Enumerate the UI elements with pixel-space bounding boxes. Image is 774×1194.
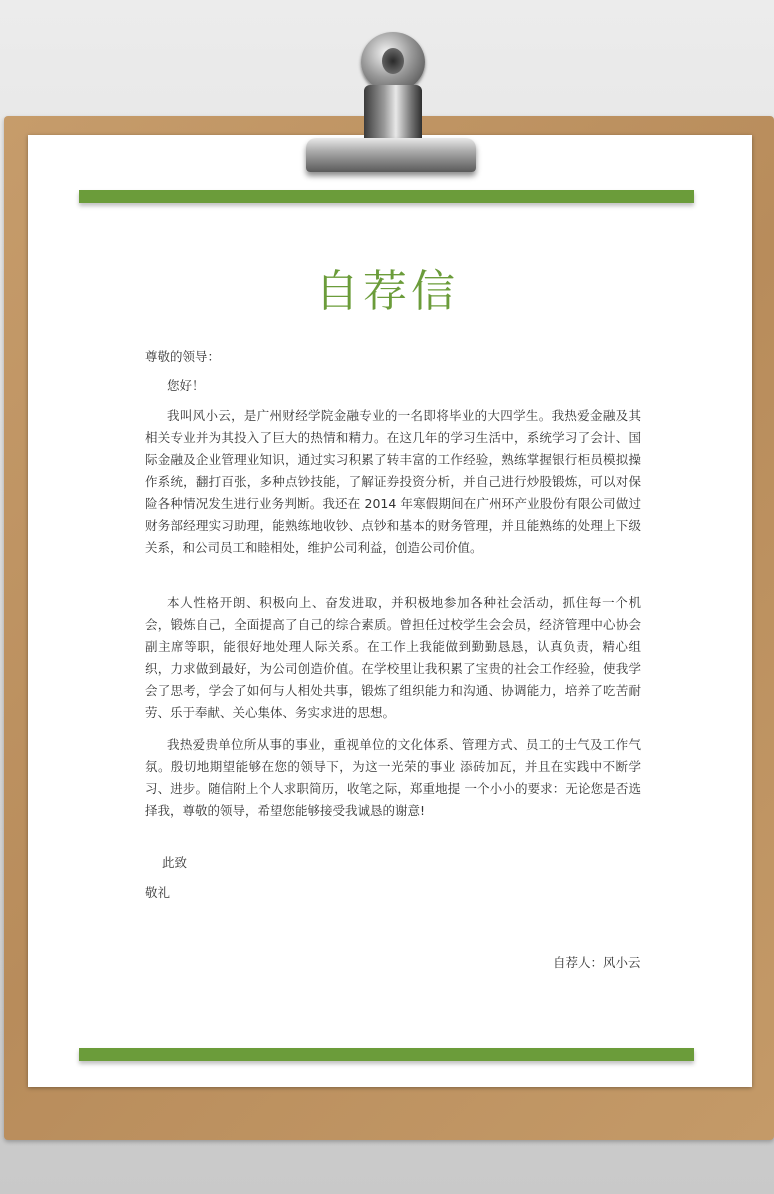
- body-paragraph-3: 我热爱贵单位所从事的事业，重视单位的文化体系、管理方式、员工的士气及工作气氛。殷切地期望能够在您的领导下，为这一光荣的事业 添砖加瓦，并且在实践中不断学习、进步。随信附上个人求职简历，收笔之际，郑重地提 一个小小的要求：无论您是否选择我，尊敬的领导，希望您能够接受我诚恳的谢意!: [145, 737, 641, 818]
- hello-line: 您好！: [167, 378, 205, 393]
- body-paragraph-2: 本人性格开朗、积极向上、奋发进取，并积极地参加各种社会活动，抓住每一个机会，锻炼自己，全面提高了自己的综合素质。曾担任过校学生会会员，经济管理中心协会副主席等职，能很好地处理人际关系。在工作上我能做到勤勤恳恳，认真负责，精心组织，力求做到最好，为公司创造价值。在学校里让我积累了宝贵的社会工作经验，使我学会了思考，学会了如何与人相处共事，锻炼了组织能力和沟通、协调能力，培养了吃苦耐劳、乐于奉献、关心集体、务实求进的思想。: [145, 595, 641, 720]
- bottom-accent-bar: [79, 1048, 694, 1061]
- signature-line: 自荐人：风小云: [553, 955, 641, 970]
- top-accent-bar: [79, 190, 694, 203]
- salute-line: 敬礼: [145, 885, 171, 900]
- binder-clip: [306, 30, 476, 175]
- letter-title: 自荐信: [315, 266, 459, 317]
- clip-base: [306, 138, 476, 172]
- closing-line: 此致: [162, 855, 188, 870]
- greeting-line: 尊敬的领导：: [145, 349, 221, 364]
- body-paragraph-1: 我叫风小云，是广州财经学院金融专业的一名即将毕业的大四学生。我热爱金融及其相关专业并为其投入了巨大的热情和精力。在这几年的学习生活中，系统学习了会计、国际金融及企业管理业知识，通过实习积累了转丰富的工作经验，熟练掌握银行柜员模拟操作系统，翻打百张，多种点钞技能，了解证券投资分析，并自己进行炒股锻炼，可以对保险各种情况发生进行业务判断。我还在 2014 年寒假期间在广州环产业股份有限公司做过财务部经理实习助理，能熟练地收钞、点钞和基本的财务管理，并且能熟练的处理上下级关系，和公司员工和睦相处，维护公司利益，创造公司价值。: [145, 408, 641, 555]
- clip-hole: [382, 48, 404, 74]
